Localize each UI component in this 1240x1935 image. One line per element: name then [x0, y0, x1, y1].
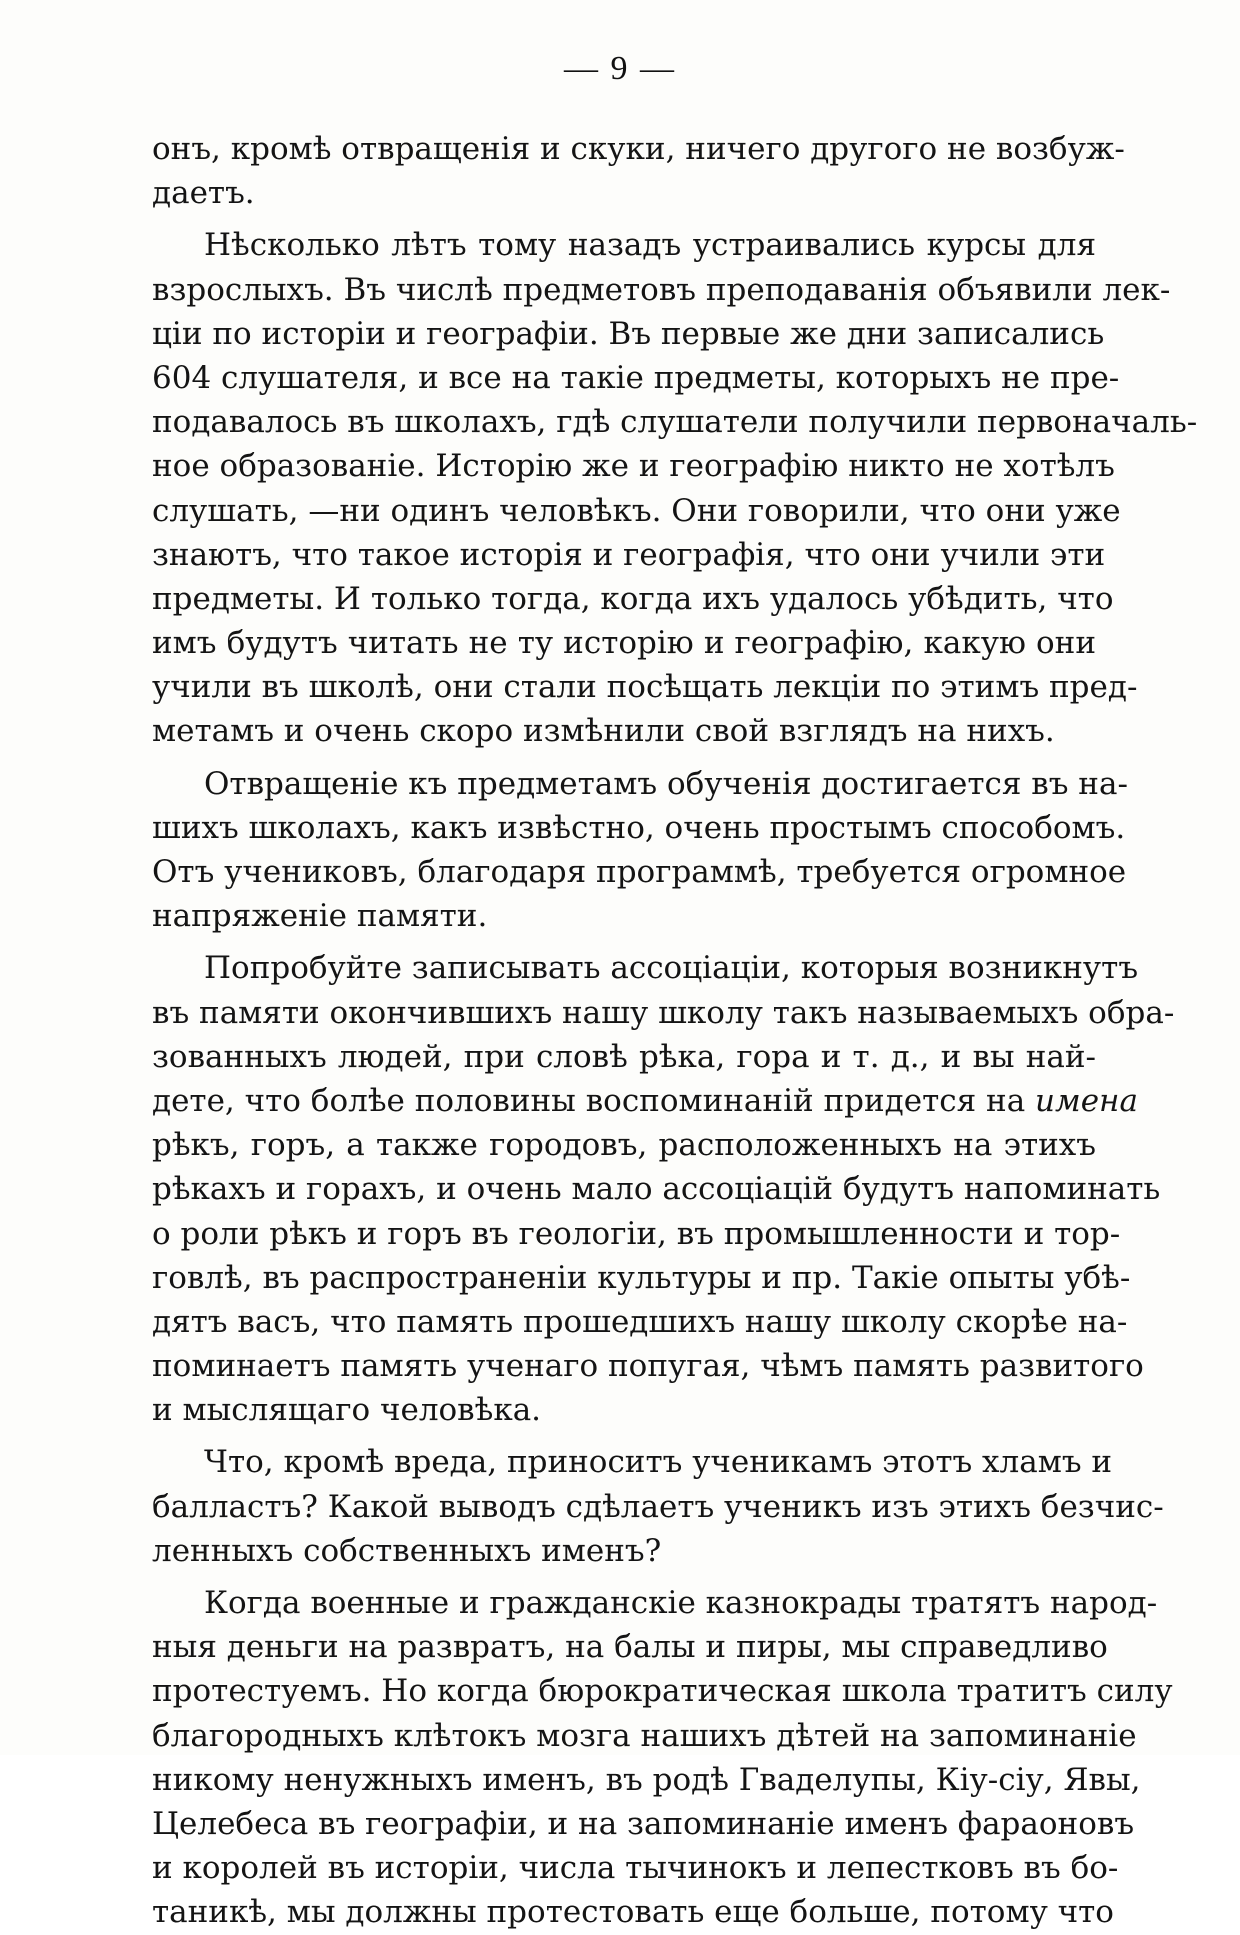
text-line: благородныхъ клѣтокъ мозга нашихъ дѣтей на запоминаніе	[152, 1717, 1137, 1754]
text-line: въ памяти окончившихъ нашу школу такъ называемыхъ обра-	[152, 994, 1175, 1031]
text-line: зованныхъ людей, при словѣ рѣка, гора и т. д., и вы най-	[152, 1038, 1096, 1075]
text-line: напряженіе памяти.	[152, 898, 488, 935]
text-line: дятъ васъ, что память прошедшихъ нашу школу скорѣе на-	[152, 1303, 1128, 1340]
text-line: слушать, —ни одинъ человѣкъ. Они говорили, что они уже	[152, 492, 1121, 529]
line-text: дете, что болѣе половины воспоминаній придется на	[152, 1082, 1026, 1119]
page-number: — 9 —	[564, 50, 676, 87]
text-line: и мыслящаго человѣка.	[152, 1392, 542, 1429]
text-line: даетъ.	[152, 175, 255, 212]
paragraph-5	[152, 1440, 1164, 1573]
text-line: говлѣ, въ распространеніи культуры и пр. Такіе опыты убѣ-	[152, 1259, 1131, 1296]
text-line: ленныхъ собственныхъ именъ?	[152, 1532, 662, 1569]
body-text	[152, 127, 1198, 1935]
italic-word: имена	[1035, 1082, 1138, 1119]
text-line: учили въ школѣ, они стали посѣщать лекціи по этимъ пред-	[152, 669, 1138, 706]
text-line: никому ненужныхъ именъ, въ родѣ Гваделупы, Кіу-сіу, Явы,	[152, 1761, 1141, 1798]
text-line: 604 слушателя, и все на такіе предметы, которыхъ не пре-	[152, 359, 1120, 396]
text-line: о роли рѣкъ и горъ въ геологіи, въ промышленности и тор-	[152, 1215, 1121, 1252]
text-line: поминаетъ память ученаго попугая, чѣмъ память развитого	[152, 1348, 1144, 1385]
text-line: ное образованіе. Исторію же и географію никто не хотѣлъ	[152, 448, 1115, 485]
paragraph-6	[152, 1581, 1173, 1935]
text-line: протестуемъ. Но когда бюрократическая школа тратитъ силу	[152, 1673, 1173, 1710]
text-line: Нѣсколько лѣтъ тому назадъ устраивались курсы для	[204, 227, 1096, 264]
text-line: Что, кромѣ вреда, приноситъ ученикамъ этотъ хламъ и	[204, 1444, 1113, 1481]
text-line: Когда военные и гражданскіе казнокрады тратятъ народ-	[204, 1585, 1158, 1621]
text-line: шихъ школахъ, какъ извѣстно, очень простымъ способомъ.	[152, 809, 1126, 846]
paragraph-2	[152, 223, 1198, 753]
text-line: знаютъ, что такое исторія и географія, что они учили эти	[152, 536, 1106, 573]
text-line: ціи по исторіи и географіи. Въ первые же дни записались	[152, 315, 1105, 352]
text-line: подавалось въ школахъ, гдѣ слушатели получили первоначаль-	[152, 404, 1198, 441]
text-line: и королей въ исторіи, числа тычинокъ и лепестковъ въ бо-	[152, 1850, 1119, 1887]
text-line: рѣкахъ и горахъ, и очень мало ассоціацій будутъ напоминать	[152, 1171, 1161, 1208]
text-line: взрослыхъ. Въ числѣ предметовъ преподаванія объявили лек-	[152, 271, 1171, 308]
paragraph-4	[152, 946, 1175, 1432]
text-line: Отъ учениковъ, благодаря программѣ, требуется огромное	[152, 854, 1127, 890]
text-line: метамъ и очень скоро измѣнили свой взглядъ на нихъ.	[152, 713, 1055, 750]
text-line: Отвращеніе къ предметамъ обученія достигается въ на-	[204, 765, 1128, 802]
text-line: Попробуйте записывать ассоціаціи, которыя возникнутъ	[204, 950, 1139, 987]
paragraph-3	[152, 762, 1128, 939]
text-line: балластъ? Какой выводъ сдѣлаетъ ученикъ изъ этихъ безчис-	[152, 1488, 1164, 1525]
text-line: рѣкъ, горъ, а также городовъ, расположенныхъ на этихъ	[152, 1127, 1096, 1164]
text-line: онъ, кромѣ отвращенія и скуки, ничего другого не возбуж-	[152, 131, 1125, 167]
text-line: Целебеса въ географіи, и на запоминаніе именъ фараоновъ	[152, 1805, 1135, 1842]
text-line: ныя деньги на развратъ, на балы и пиры, мы справедливо	[152, 1629, 1108, 1666]
text-line: таникѣ, мы должны протестовать еще больше, потому что	[152, 1894, 1114, 1931]
text-line: предметы. И только тогда, когда ихъ удалось убѣдить, что	[152, 580, 1114, 617]
paragraph-1	[152, 127, 1125, 215]
text-line: имъ будутъ читать не ту исторію и географію, какую они	[152, 625, 1096, 662]
text-line-with-italic	[152, 1079, 1138, 1123]
